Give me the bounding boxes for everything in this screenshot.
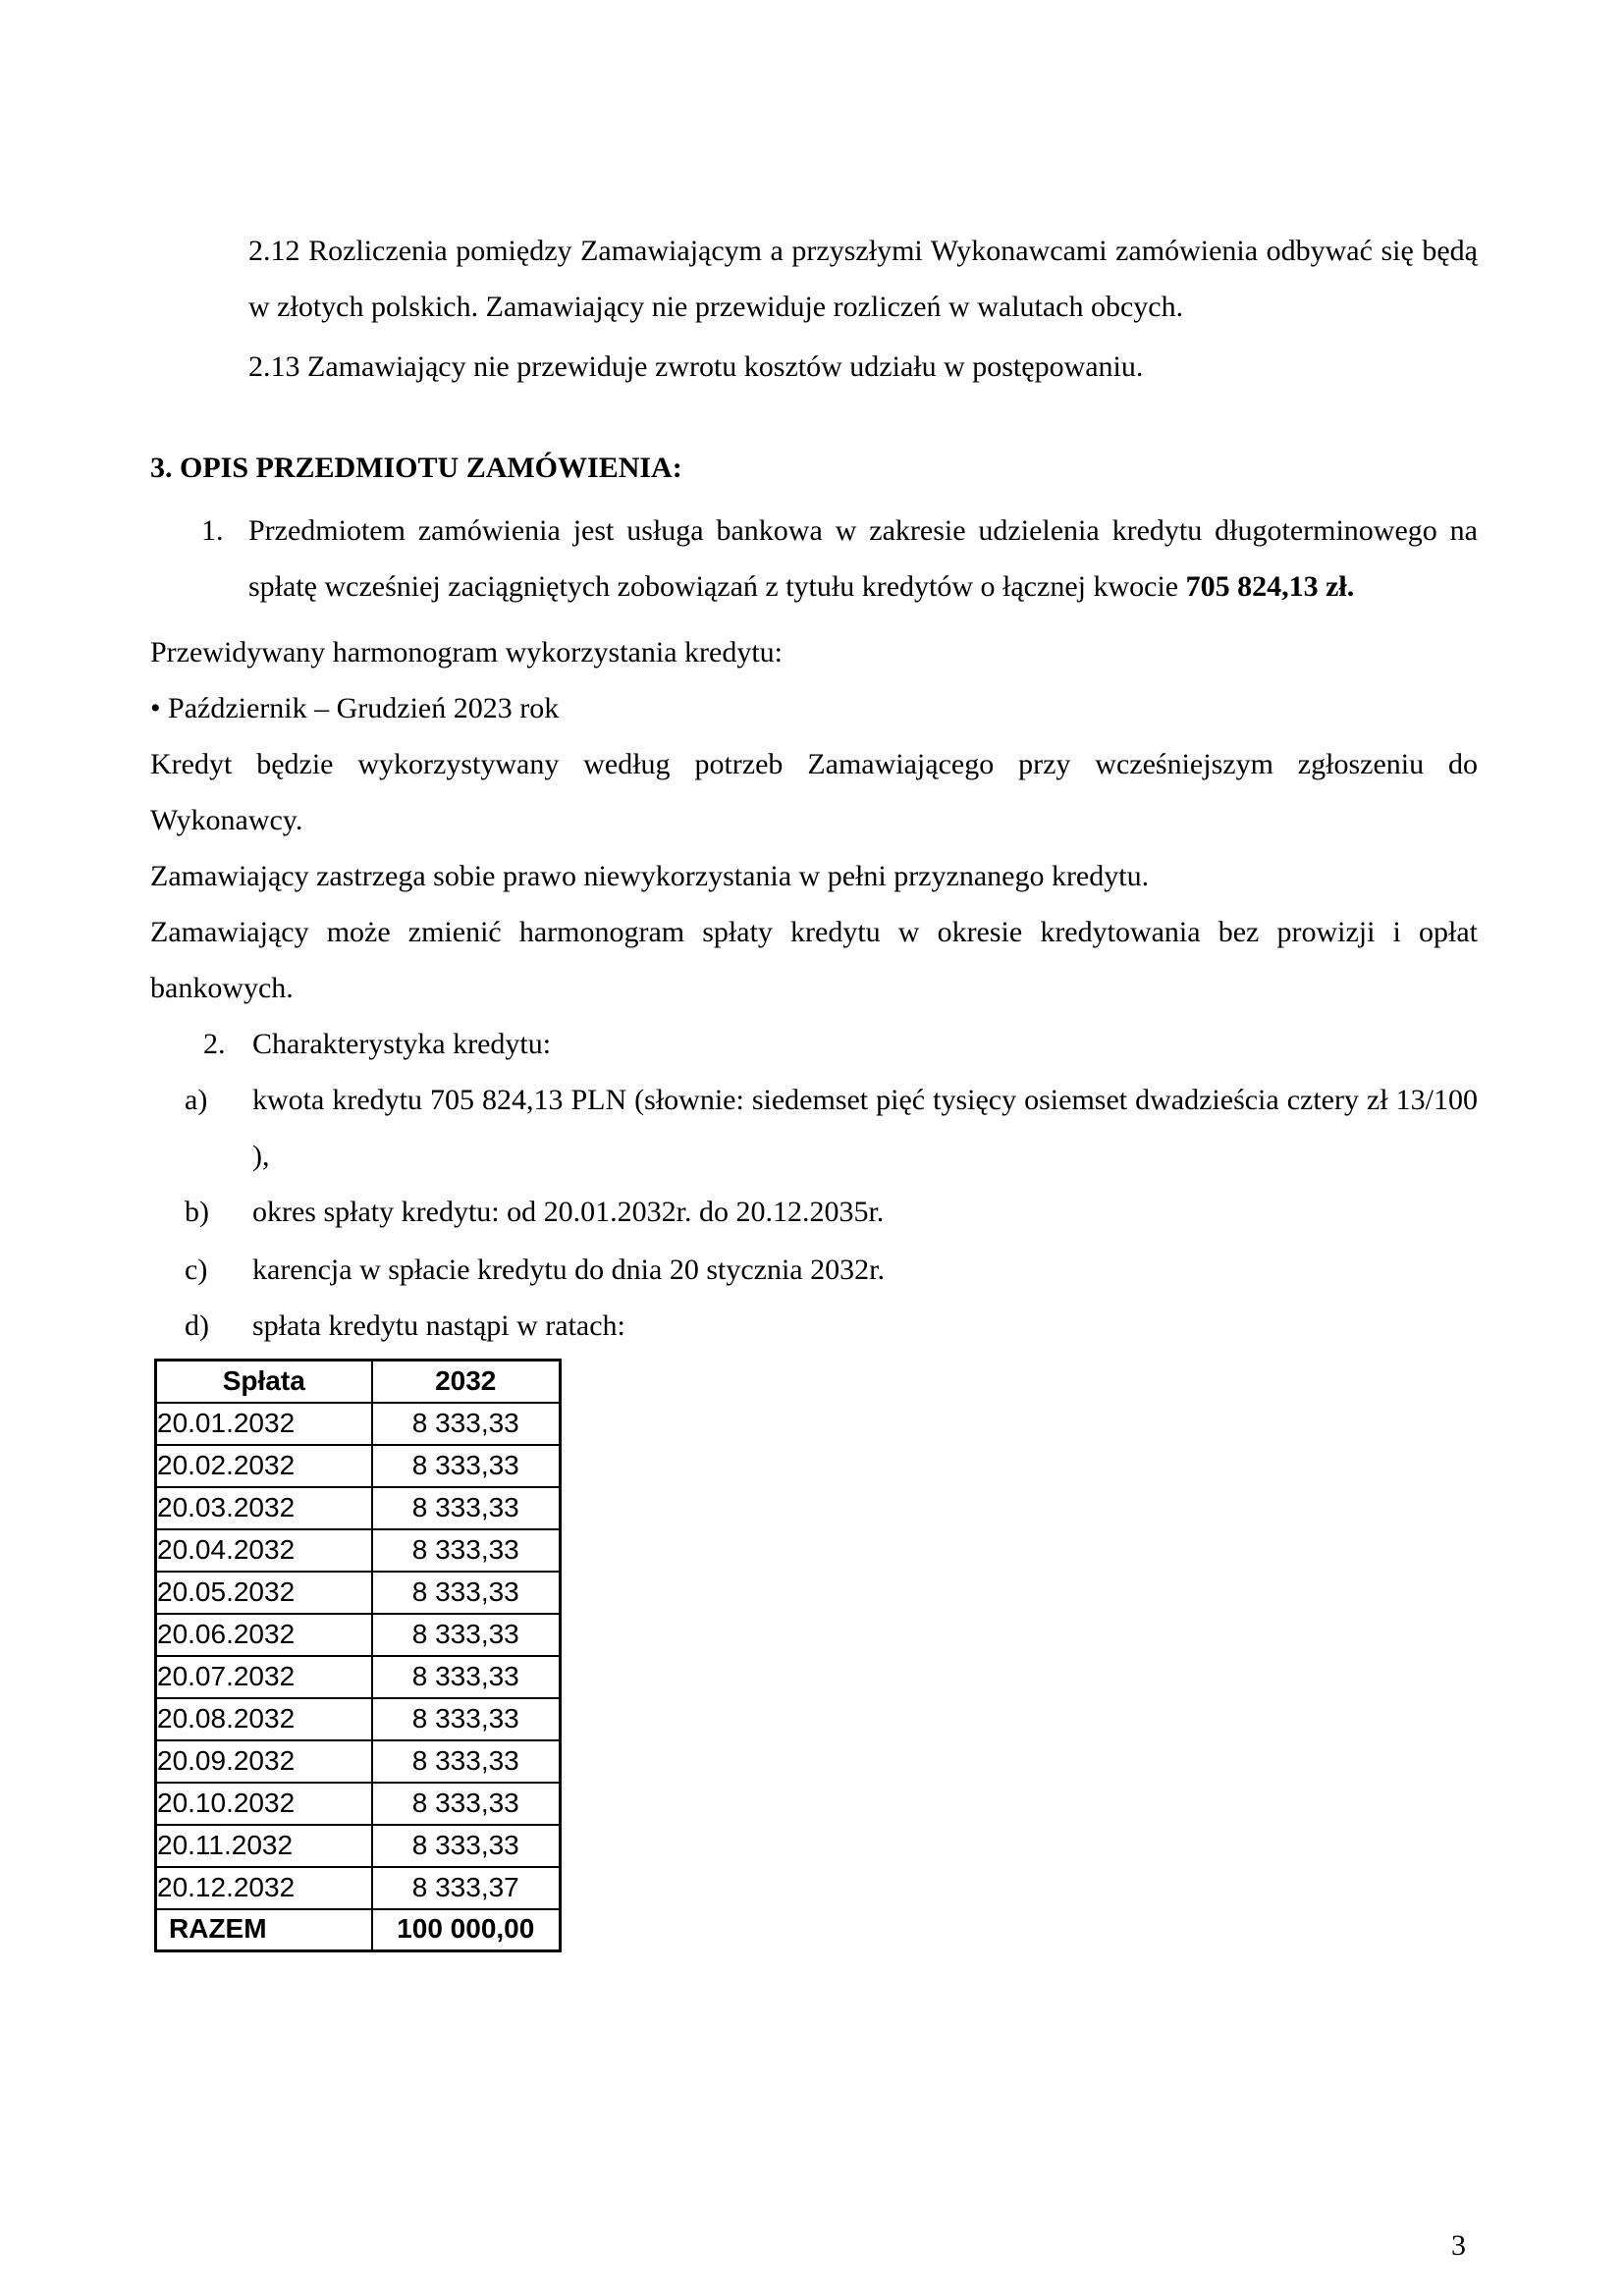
numbered-item-2-text: Charakterystyka kredytu: <box>252 1028 552 1060</box>
payment-amount-cell: 8 333,33 <box>372 1825 561 1867</box>
list-marker-c: c) <box>185 1254 208 1286</box>
list-marker-d: d) <box>185 1309 209 1342</box>
sub-item-a <box>150 1072 1478 1184</box>
paragraph-zmiana-harmonogramu: Zamawiający może zmienić harmonogram spłaty kredytu w okresie kredytowania bez prowizji i opłat bankowych. <box>150 916 1478 1004</box>
sub-item-a-text: kwota kredytu 705 824,13 PLN (słownie: siedemset pięć tysięcy osiemset dwadzieścia cztery zł 13/100 ), <box>252 1084 1478 1172</box>
table-row <box>156 1487 561 1529</box>
table-row <box>156 1740 561 1783</box>
payment-amount-cell: 8 333,33 <box>372 1529 561 1572</box>
payment-date-cell: 20.03.2032 <box>156 1487 372 1529</box>
payment-date-cell: 20.10.2032 <box>156 1783 372 1825</box>
payment-amount-cell: 8 333,33 <box>372 1740 561 1783</box>
list-marker-2: 2. <box>203 1028 226 1060</box>
table-row <box>156 1656 561 1698</box>
sub-item-d <box>150 1298 1478 1354</box>
payment-date-cell: 20.11.2032 <box>156 1825 372 1867</box>
list-marker-1: 1. <box>201 514 224 547</box>
payment-date-cell: 20.01.2032 <box>156 1403 372 1445</box>
table-row <box>156 1783 561 1825</box>
table-row <box>156 1403 561 1445</box>
header-cell-splata: Spłata <box>156 1361 372 1403</box>
payment-date-cell: 20.04.2032 <box>156 1529 372 1572</box>
table-row <box>156 1867 561 1909</box>
list-marker-b: b) <box>185 1196 209 1228</box>
sub-item-b <box>150 1184 1478 1240</box>
payment-amount-cell: 8 333,33 <box>372 1572 561 1614</box>
total-label-cell: RAZEM <box>156 1909 372 1951</box>
payment-amount-cell: 8 333,33 <box>372 1656 561 1698</box>
numbered-item-1-text <box>248 503 1478 614</box>
sub-item-c-text: karencja w spłacie kredytu do dnia 20 stycznia 2032r. <box>252 1254 885 1286</box>
paragraph-kredyt-wykorzystanie: Kredyt będzie wykorzystywany według potrzeb Zamawiającego przy wcześniejszym zgłoszeniu do Wykonawcy. <box>150 748 1478 836</box>
total-amount-cell: 100 000,00 <box>372 1909 561 1951</box>
table-row <box>156 1529 561 1572</box>
loan-total-amount: 705 824,13 zł. <box>1185 570 1355 603</box>
table-row <box>156 1445 561 1487</box>
payment-date-cell: 20.09.2032 <box>156 1740 372 1783</box>
table-row <box>156 1698 561 1740</box>
clause-2-12: 2.12 Rozliczenia pomiędzy Zamawiającym a przyszłymi Wykonawcami zamówienia odbywać się będą w złotych polskich. Zamawiający nie przewiduje rozliczeń w walutach obcych. <box>248 235 1478 323</box>
table-total-row <box>156 1909 561 1951</box>
payment-date-cell: 20.12.2032 <box>156 1867 372 1909</box>
payment-date-cell: 20.08.2032 <box>156 1698 372 1740</box>
payment-amount-cell: 8 333,33 <box>372 1614 561 1656</box>
payment-amount-cell: 8 333,37 <box>372 1867 561 1909</box>
table-row <box>156 1825 561 1867</box>
payment-date-cell: 20.06.2032 <box>156 1614 372 1656</box>
payment-amount-cell: 8 333,33 <box>372 1445 561 1487</box>
repayment-schedule-table <box>154 1359 562 1952</box>
payment-date-cell: 20.07.2032 <box>156 1656 372 1698</box>
paragraph-harmonogram: Przewidywany harmonogram wykorzystania kredytu: <box>150 636 783 668</box>
numbered-item-1 <box>150 503 1478 614</box>
schedule-table-body <box>156 1403 561 1909</box>
sub-item-b-text: okres spłaty kredytu: od 20.01.2032r. do 20.12.2035r. <box>252 1196 885 1228</box>
page-number: 3 <box>1451 2229 1466 2262</box>
payment-amount-cell: 8 333,33 <box>372 1783 561 1825</box>
section-heading: 3. OPIS PRZEDMIOTU ZAMÓWIENIA: <box>150 452 682 484</box>
payment-date-cell: 20.05.2032 <box>156 1572 372 1614</box>
payment-amount-cell: 8 333,33 <box>372 1403 561 1445</box>
sub-item-c <box>150 1242 1478 1298</box>
bullet-period-line: • Październik – Grudzień 2023 rok <box>150 692 560 724</box>
table-header-row <box>156 1361 561 1403</box>
list-marker-a: a) <box>185 1084 208 1116</box>
payment-amount-cell: 8 333,33 <box>372 1698 561 1740</box>
numbered-item-2 <box>150 1016 1478 1072</box>
sub-item-d-text: spłata kredytu nastąpi w ratach: <box>252 1309 625 1342</box>
header-cell-2032: 2032 <box>372 1361 561 1403</box>
table-row <box>156 1614 561 1656</box>
item1-text: Przedmiotem zamówienia jest usługa bankowa w zakresie udzielenia kredytu długoterminowego na spłatę wcześniej zaciągniętych zobowiązań z tytułu kredytów o łącznej kwocie <box>248 514 1478 603</box>
payment-date-cell: 20.02.2032 <box>156 1445 372 1487</box>
clause-2-13: 2.13 Zamawiający nie przewiduje zwrotu kosztów udziału w postępowaniu. <box>248 350 1144 383</box>
payment-amount-cell: 8 333,33 <box>372 1487 561 1529</box>
table-row <box>156 1572 561 1614</box>
paragraph-zastrzezenie: Zamawiający zastrzega sobie prawo niewykorzystania w pełni przyznanego kredytu. <box>150 860 1150 892</box>
